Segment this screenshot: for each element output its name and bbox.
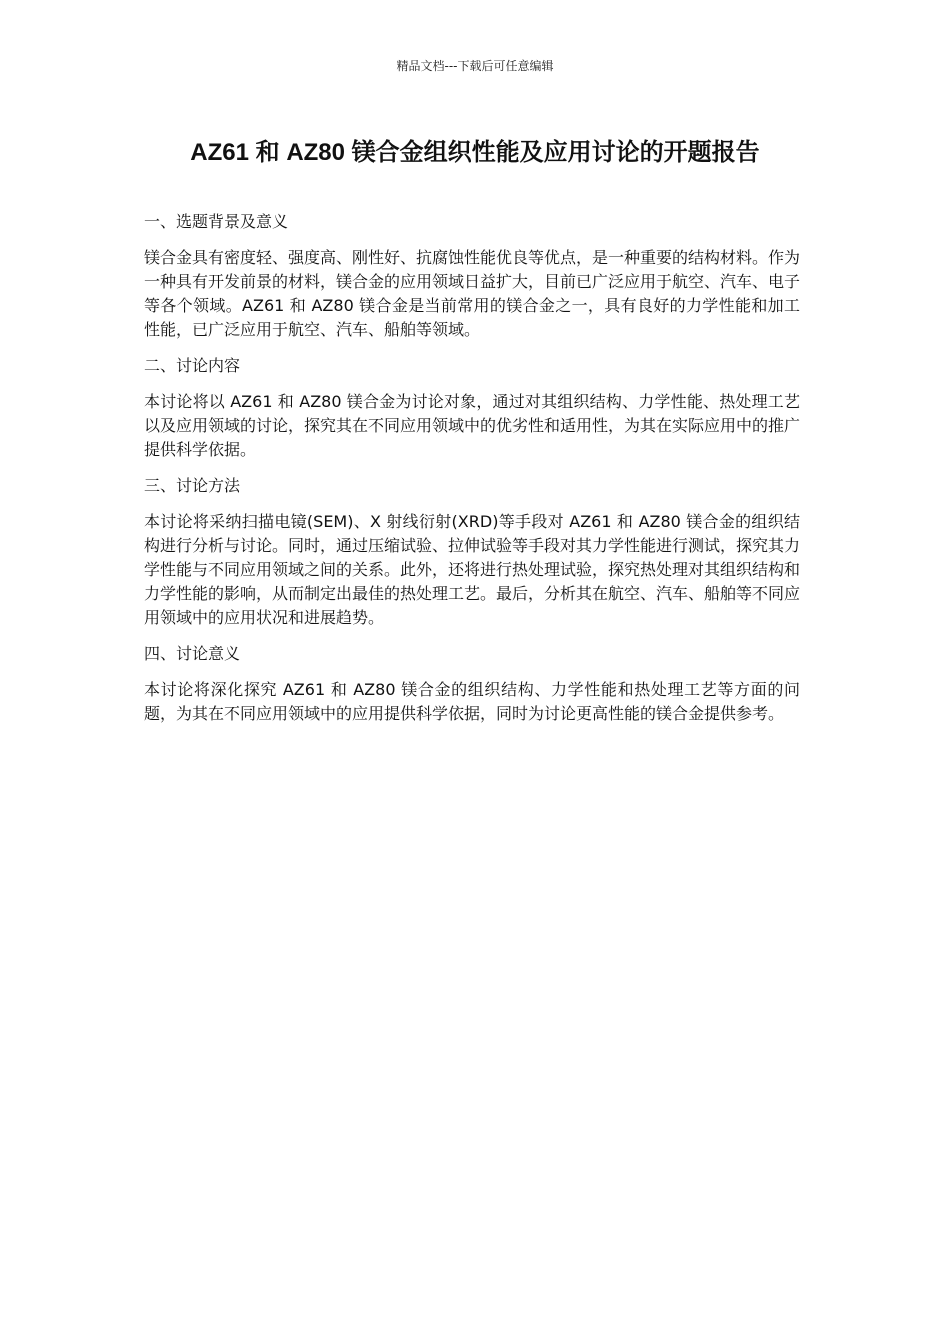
section-heading: 一、选题背景及意义 (144, 212, 289, 231)
section-background (144, 210, 800, 342)
section-heading: 二、讨论内容 (144, 356, 241, 375)
section-paragraph: 镁合金具有密度轻、强度高、刚性好、抗腐蚀性能优良等优点，是一种重要的结构材料。作为一种具有开发前景的材料，镁合金的应用领域日益扩大，目前已广泛应用于航空、汽车、电子等各个领域。AZ61 和 AZ80 镁合金是当前常用的镁合金之一，具有良好的力学性能和加工性能，已广泛应用于航空、汽车、船舶等领域。 (144, 248, 801, 339)
section-heading: 四、讨论意义 (144, 644, 241, 663)
document-body (144, 210, 800, 738)
section-paragraph: 本讨论将以 AZ61 和 AZ80 镁合金为讨论对象，通过对其组织结构、力学性能、热处理工艺以及应用领域的讨论，探究其在不同应用领域中的优劣性和适用性，为其在实际应用中的推广提供科学依据。 (144, 392, 801, 459)
section-paragraph: 本讨论将采纳扫描电镜(SEM)、X 射线衍射(XRD)等手段对 AZ61 和 AZ80 镁合金的组织结构进行分析与讨论。同时，通过压缩试验、拉伸试验等手段对其力学性能进行测试，探究其力学性能与不同应用领域之间的关系。此外，还将进行热处理试验，探究热处理对其组织结构和力学性能的影响，从而制定出最佳的热处理工艺。最后，分析其在航空、汽车、船舶等不同应用领域中的应用状况和进展趋势。 (144, 512, 801, 627)
section-significance (144, 642, 800, 726)
section-method (144, 474, 800, 630)
section-content (144, 354, 800, 462)
document-title: AZ61 和 AZ80 镁合金组织性能及应用讨论的开题报告 (190, 139, 760, 166)
page-header: 精品文档---下载后可任意编辑 (396, 59, 554, 73)
section-heading: 三、讨论方法 (144, 476, 241, 495)
section-paragraph: 本讨论将深化探究 AZ61 和 AZ80 镁合金的组织结构、力学性能和热处理工艺等方面的问题，为其在不同应用领域中的应用提供科学依据，同时为讨论更高性能的镁合金提供参考。 (144, 680, 800, 723)
